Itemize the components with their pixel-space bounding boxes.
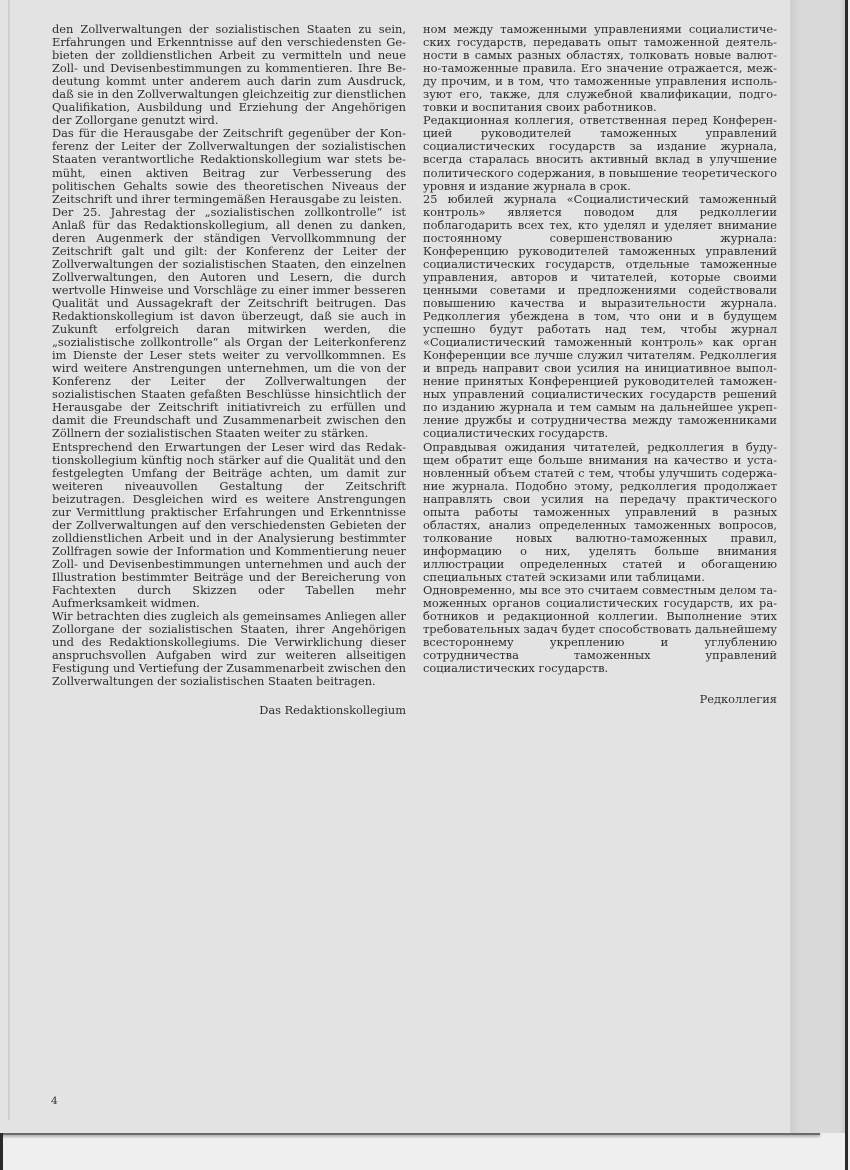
german-signature: Das Redaktionskollegium bbox=[259, 703, 406, 718]
page-fold-shadow bbox=[8, 0, 10, 1120]
russian-paragraph-4: Оправдывая ожидания читателей, редколлегия в будущем обратит еще больше внимания на качество и установленный объем статей с тем, чтобы улучшить содержание журнала. Подобно этому, редколлегия продолжает направлять свои усилия на передачу практического опыта работы таможенных управлений в разных областях, анализ определенных таможенных вопросов, толкование новых валютно-таможенных правил, информацию о них, уделять больше внимания иллюстрации определенных статей и обогащению специальных статей эскизами или таблицами. bbox=[423, 439, 777, 584]
german-column bbox=[52, 23, 406, 717]
russian-paragraph-1: ном между таможенными управлениями социалистических государств, передавать опыт таможенной деятельности в самых разных областях, толковать новые валютно-таможенные правила. Его значение отражается, между прочим, и в том, что таможенные управления используют его, также, для служебной квалификации, подготовки и воспитания своих работников. bbox=[423, 22, 777, 115]
scanner-edge-right bbox=[845, 0, 848, 1170]
german-paragraph-2: Das für die Herausgabe der Zeitschrift gegenüber der Konferenz der Leiter der Zollverwaltungen der sozialistischen Staaten verantwortliche Redaktionskollegium war stets bemüht, einen aktiven Beitrag zur Verbesserung des politischen Gehalts sowie des theoretischen Niveaus der Zeitschrift und ihrer termingemäßen Herausgabe zu leisten. bbox=[52, 126, 406, 206]
german-paragraph-5: Wir betrachten dies zugleich als gemeinsames Anliegen aller Zollorgane der sozialistischen Staaten, ihrer Angehörigen und des Redaktionskollegiums. Die Verwirklichung dieser anspruchsvollen Aufgaben wird zur weiteren allseitigen Festigung und Vertiefung der Zusammenarbeit zwischen den Zollverwaltungen der sozialistischen Staaten beitragen. bbox=[52, 609, 406, 689]
page-number: 4 bbox=[51, 1095, 58, 1107]
next-page-edge bbox=[790, 0, 845, 1133]
russian-paragraph-3: 25 юбилей журнала «Социалистический таможенный контроль» является поводом для редколлегии поблагодарить всех тех, кто уделял и уделяет внимание постоянному совершенствованию журнала: Конференцию руководителей таможенных управлений социалистических государств, отдельные таможенные управления, авторов и читателей, которые своими ценными советами и предложениями содействовали повышению качества и выразительности журнала. Редколлегия убеждена в том, что они и в будущем успешно будут работать над тем, чтобы журнал «Социалистический таможенный контроль» как орган Конференции все лучше служил читателям. Редколлегия и впредь направит свои усилия на инициативное выполнение принятых Конференцией руководителей таможенных управлений социалистических государств решений по изданию журнала и тем самым на дальнейшее укрепление дружбы и сотрудничества между таможенниками социалистических государств. bbox=[423, 191, 777, 441]
russian-paragraph-2: Редакционная коллегия, ответственная перед Конференцией руководителей таможенных управлений социалистических государств за издание журнала, всегда старалась вносить активный вклад в улучшение политического содержания, в повышение теоретического уровня и издание журнала в срок. bbox=[423, 113, 777, 193]
russian-signature: Редколлегия bbox=[699, 692, 777, 707]
russian-paragraph-5: Одновременно, мы все это считаем совместным делом таможенных органов социалистических государств, их работников и редакционной коллегии. Выполнение этих требовательных задач будет способствовать дальнейшему всестороннему укреплению и углублению сотрудничества таможенных управлений социалистических государств. bbox=[423, 583, 777, 676]
russian-column bbox=[423, 23, 777, 706]
german-paragraph-4: Entsprechend den Erwartungen der Leser wird das Redaktionskollegium künftig noch stärker auf die Qualität und den festgelegten Umfang der Beiträge achten, um damit zur weiteren niveauvollen Gestaltung der Zeitschrift beizutragen. Desgleichen wird es weitere Anstrengungen zur Vermittlung praktischer Erfahrungen und Erkenntnisse der Zollverwaltungen auf den verschiedensten Gebieten der zolldienstlichen Arbeit und in der Analysierung bestimmter Zollfragen sowie der Information und Kommentierung neuer Zoll- und Devisenbestimmungen unternehmen und auch der Illustration bestimmter Beiträge und der Bereicherung von Fachtexten durch Skizzen oder Tabellen mehr Aufmerksamkeit widmen. bbox=[52, 439, 406, 611]
scanner-edge-left bbox=[0, 1133, 3, 1170]
german-paragraph-1: den Zollverwaltungen der sozialistischen Staaten zu sein, Erfahrungen und Erkenntnisse auf den verschiedensten Gebieten der zolldienstlichen Arbeit zu vermitteln und neue Zoll- und Devisenbestimmungen zu kommentieren. Ihre Bedeutung kommt unter anderem auch darin zum Ausdruck, daß sie in den Zollverwaltungen gleichzeitig zur dienstlichen Qualifikation, Ausbildung und Erziehung der Angehörigen der Zollorgane genutzt wird. bbox=[52, 22, 406, 128]
german-paragraph-3: Der 25. Jahrestag der „sozialistischen zollkontrolle“ ist Anlaß für das Redaktionskollegium, all denen zu danken, deren Augenmerk der ständigen Vervollkommnung der Zeitschrift galt und gilt: der Konferenz der Leiter der Zollverwaltungen der sozialistischen Staaten, den einzelnen Zollverwaltungen, den Autoren und Lesern, die durch wertvolle Hinweise und Vorschläge zu einer immer besseren Qualität und Aussagekraft der Zeitschrift beitrugen. Das Redaktionskollegium ist davon überzeugt, daß sie auch in Zukunft erfolgreich daran mitwirken werden, die „sozialistische zollkontrolle“ als Organ der Leiterkonferenz im Dienste der Leser stets weiter zu vervollkommnen. Es wird weitere Anstrengungen unternehmen, um die von der Konferenz der Leiter der Zollverwaltungen der sozialistischen Staaten gefaßten Beschlüsse hinsichtlich der Herausgabe der Zeitschrift initiativreich zu erfüllen und damit die Freundschaft und Zusammenarbeit zwischen den Zöllnern der sozialistischen Staaten weiter zu stärken. bbox=[52, 204, 406, 441]
